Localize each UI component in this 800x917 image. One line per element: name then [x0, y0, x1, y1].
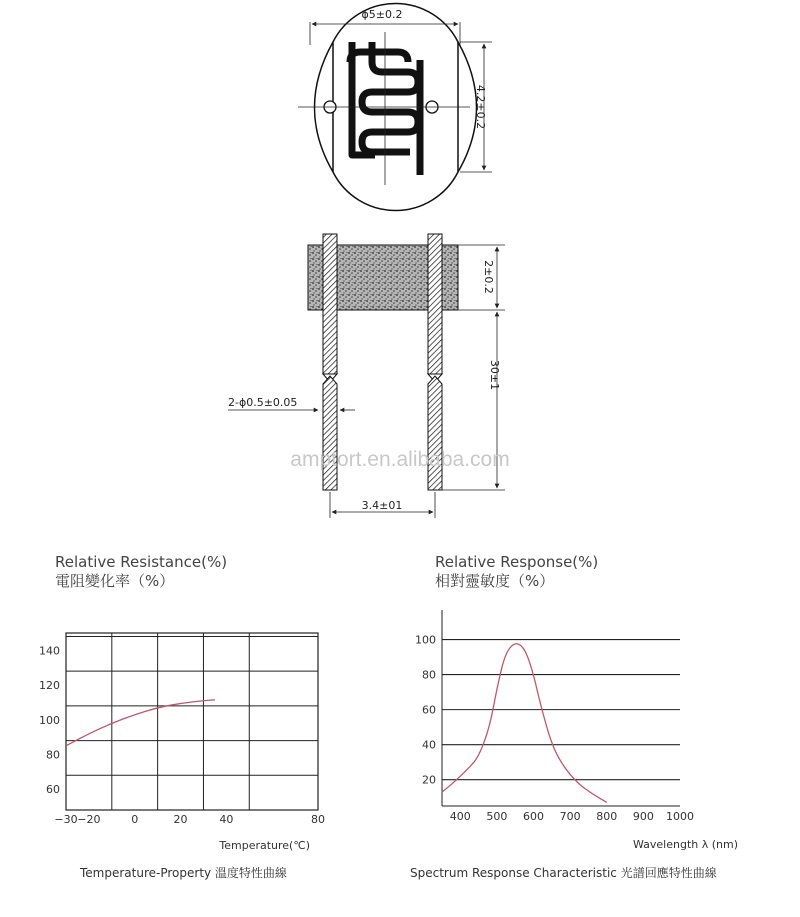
- temperature-chart: [39, 633, 325, 852]
- x-tick-label: −30: [54, 813, 78, 826]
- x-tick-label: 80: [311, 813, 325, 826]
- y-tick-label: 100: [415, 633, 436, 647]
- x-tick-label: −20: [77, 813, 101, 826]
- chart-left-title: Relative Resistance(%): [55, 553, 228, 571]
- top-view: [298, 4, 492, 211]
- x-tick-label: 40: [219, 813, 234, 826]
- x-axis-title: Temperature(℃): [219, 839, 310, 852]
- x-axis-title: Wavelength λ (nm): [632, 838, 738, 851]
- y-tick-label: 140: [39, 644, 60, 658]
- x-tick-label: 900: [632, 810, 654, 823]
- series-line: [66, 700, 215, 746]
- chart-right-subtitle: 相對靈敏度（%）: [435, 572, 555, 590]
- chart-left-caption: Temperature-Property 溫度特性曲線: [80, 866, 287, 880]
- y-tick-label: 80: [422, 668, 436, 682]
- chart-right-title: Relative Response(%): [435, 553, 599, 571]
- y-tick-label: 60: [422, 703, 436, 717]
- chart-left-subtitle: 電阻變化率（%）: [55, 572, 175, 590]
- x-tick-label: 1000: [666, 810, 694, 823]
- lead-right-upper: [428, 234, 442, 374]
- plot-frame: [66, 633, 318, 810]
- lead-diameter-dim: 2-ϕ0.5±0.05: [228, 396, 298, 409]
- y-tick-label: 120: [39, 679, 60, 693]
- y-tick-label: 20: [422, 773, 436, 787]
- watermark: amptort.en.alibaba.com: [290, 448, 510, 471]
- spectrum-chart: [415, 610, 738, 851]
- x-tick-label: 400: [449, 810, 471, 823]
- lead-spacing-dim: 3.4±01: [361, 499, 403, 512]
- x-tick-label: 0: [131, 813, 139, 826]
- lead-left-lower: [323, 376, 337, 490]
- x-tick-label: 700: [559, 810, 581, 823]
- x-tick-label: 600: [523, 810, 545, 823]
- y-tick-label: 100: [39, 713, 60, 727]
- lead-right-lower: [428, 376, 442, 490]
- x-tick-label: 500: [486, 810, 508, 823]
- top-height-dim: 4.2±0.2: [474, 84, 487, 130]
- series-line: [442, 644, 607, 803]
- side-view: [228, 234, 505, 518]
- y-tick-label: 60: [46, 783, 60, 797]
- x-tick-label: 20: [173, 813, 188, 826]
- y-tick-label: 40: [422, 738, 436, 752]
- body-height-dim: 2±0.2: [482, 260, 495, 294]
- chart-right-caption: Spectrum Response Characteristic 光譜回應特性曲線: [410, 866, 717, 880]
- top-diameter-dim: ϕ5±0.2: [361, 8, 403, 21]
- y-tick-label: 80: [46, 748, 60, 762]
- lead-length-dim: 30±1: [488, 359, 501, 391]
- lead-left-upper: [323, 234, 337, 374]
- x-tick-label: 800: [596, 810, 618, 823]
